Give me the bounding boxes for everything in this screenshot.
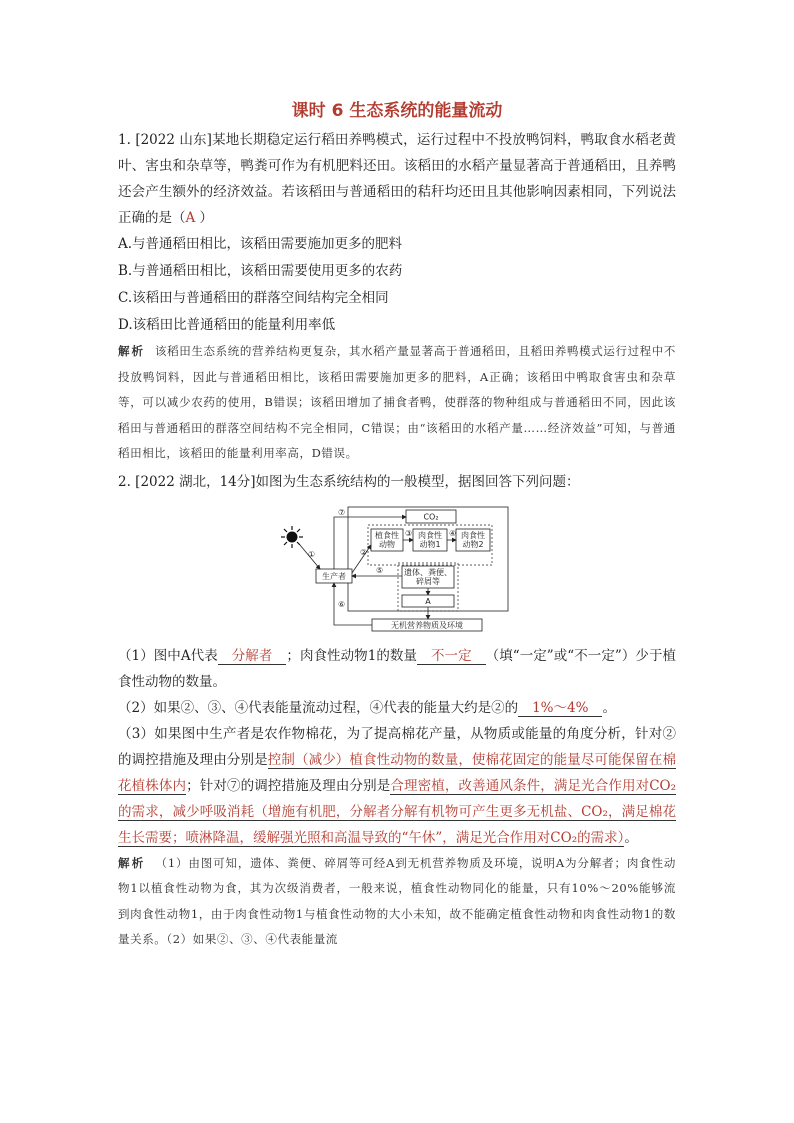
environment-label: 无机营养物质及环境 (391, 620, 463, 630)
herbivore-label-1: 植食性 (375, 530, 399, 540)
carnivore1-label-1: 肉食性 (418, 530, 442, 540)
q1-explanation (118, 339, 676, 467)
label-3: ③ (405, 528, 413, 538)
q2-part2-text-a: （2）如果②、③、④代表能量流动过程，④代表的能量大约是②的 (118, 699, 519, 716)
q2-part1-text-a: （1）图中A代表 (118, 647, 218, 664)
q2-part3-answer2: 合理密植，改善通风条件，满足光合作用对CO₂的需求，减少呼吸消耗（增施有机肥，分解者分解有机物可产生更多无机盐、CO₂，满足棉花生长需要；喷淋降温，缓解强光照和高温导致的“午休”，满足光合作用对CO₂的需求） (118, 777, 677, 846)
q1-option-b: B.与普通稻田相比，该稻田需要使用更多的农药 (118, 263, 403, 279)
q1-answer: A (185, 210, 196, 226)
q2-part3-text-c: 。 (624, 829, 638, 846)
co2-label: CO₂ (423, 512, 439, 521)
q1-option-c: C.该稻田与普通稻田的群落空间结构完全相同 (118, 290, 389, 306)
carnivore2-label-2: 动物2 (462, 539, 484, 549)
remains-label-1: 遗体、粪便、 (404, 567, 452, 577)
q2-explanation (118, 851, 676, 953)
q1-stem-end: ） (195, 210, 214, 226)
q2-part3-text-b: ；针对⑦的调控措施及理由分别是 (186, 777, 391, 794)
herbivore-label-2: 动物 (379, 539, 395, 549)
q2-part1-text-b: ；肉食性动物1的数量 (286, 647, 417, 664)
q2-part1-answer2: 不一定 (417, 648, 486, 665)
q2-explanation-label: 解析 (118, 855, 146, 870)
remains-label-2: 碎屑等 (416, 576, 440, 586)
producer-label: 生产者 (322, 571, 346, 581)
label-2: ② (360, 547, 368, 557)
q1-option-d: D.该稻田比普通稻田的能量利用率低 (118, 317, 336, 333)
q1-explanation-label: 解析 (118, 344, 146, 358)
page-title: 课时 6 生态系统的能量流动 (291, 101, 503, 121)
q1-stem-text: 1. [2022 山东]某地长期稳定运行稻田养鸭模式，运行过程中不投放鸭饲料，鸭取食水稻老黄叶、害虫和杂草等，鸭粪可作为有机肥料还田。该稻田的水稻产量显著高于普通稻田，且养鸭还会产生额外的经济效益。若该稻田与普通稻田的秸秆均还田且其他影响因素相同，下列说法正确的是（ (118, 132, 676, 226)
q2-part1 (118, 643, 676, 695)
q1-stem (118, 127, 676, 231)
q2-part3-text-a: （3）如果图中生产者是农作物棉花，为了提高棉花产量，从物质或能量的角度分析，针对②的调控措施及理由分别是 (118, 725, 676, 768)
ecosystem-diagram-svg (278, 503, 518, 637)
decomposer-label: A (425, 596, 431, 606)
q1-option-a: A.与普通稻田相比，该稻田需要施加更多的肥料 (118, 236, 403, 252)
label-7: ⑦ (338, 507, 346, 517)
label-4: ④ (449, 528, 457, 538)
carnivore2-label-1: 肉食性 (461, 530, 485, 540)
ecosystem-diagram (118, 503, 676, 639)
label-5: ⑤ (376, 565, 384, 575)
label-1: ① (308, 549, 316, 559)
q2-part1-text-c: （填“一定”或“不一定”）少于植食性动物的数量。 (118, 647, 677, 690)
q2-part2-answer: 1%～4% (518, 700, 602, 717)
q2-part2-text-b: 。 (602, 699, 616, 716)
q2-part2 (118, 695, 676, 721)
q2-explanation-text: （1）由图可知，遗体、粪便、碎屑等可经A到无机营养物质及环境，说明A为分解者；肉食性动物1以植食性动物为食，其为次级消费者，一般来说，植食性动物同化的能量，只有10%～20%能够流到肉食性动物1，由于肉食性动物1与植食性动物的大小未知，故不能确定植食性动物和肉食性动物1的数量关系。（2）如果②、③、④代表能量流 (118, 855, 676, 946)
q2-part3-answer1: 控制（减少）植食性动物的数量，使棉花固定的能量尽可能保留在棉花植株体内 (118, 751, 677, 794)
label-6: ⑥ (338, 599, 346, 609)
q2-part3 (118, 721, 676, 851)
content-area (118, 127, 676, 953)
carnivore1-label-2: 动物1 (419, 539, 441, 549)
q1-explanation-text: 该稻田生态系统的营养结构更复杂，其水稻产量显著高于普通稻田，且稻田养鸭模式运行过程中不投放鸭饲料，因此与普通稻田相比，该稻田需要施加更多的肥料，A正确；该稻田中鸭取食害虫和杂草等，可以减少农药的使用，B错误；该稻田增加了捕食者鸭，使群落的物种组成与普通稻田不同，因此该稻田与普通稻田的群落空间结构不完全相同，C错误；由“该稻田的水稻产量……经济效益”可知，与普通稻田相比，该稻田的能量利用率高，D错误。 (118, 344, 677, 460)
q2-stem: 2. [2022 湖北，14分]如图为生态系统结构的一般模型，据图回答下列问题： (118, 473, 580, 490)
sun-icon (281, 526, 303, 548)
q2-part1-answer1: 分解者 (218, 648, 287, 665)
